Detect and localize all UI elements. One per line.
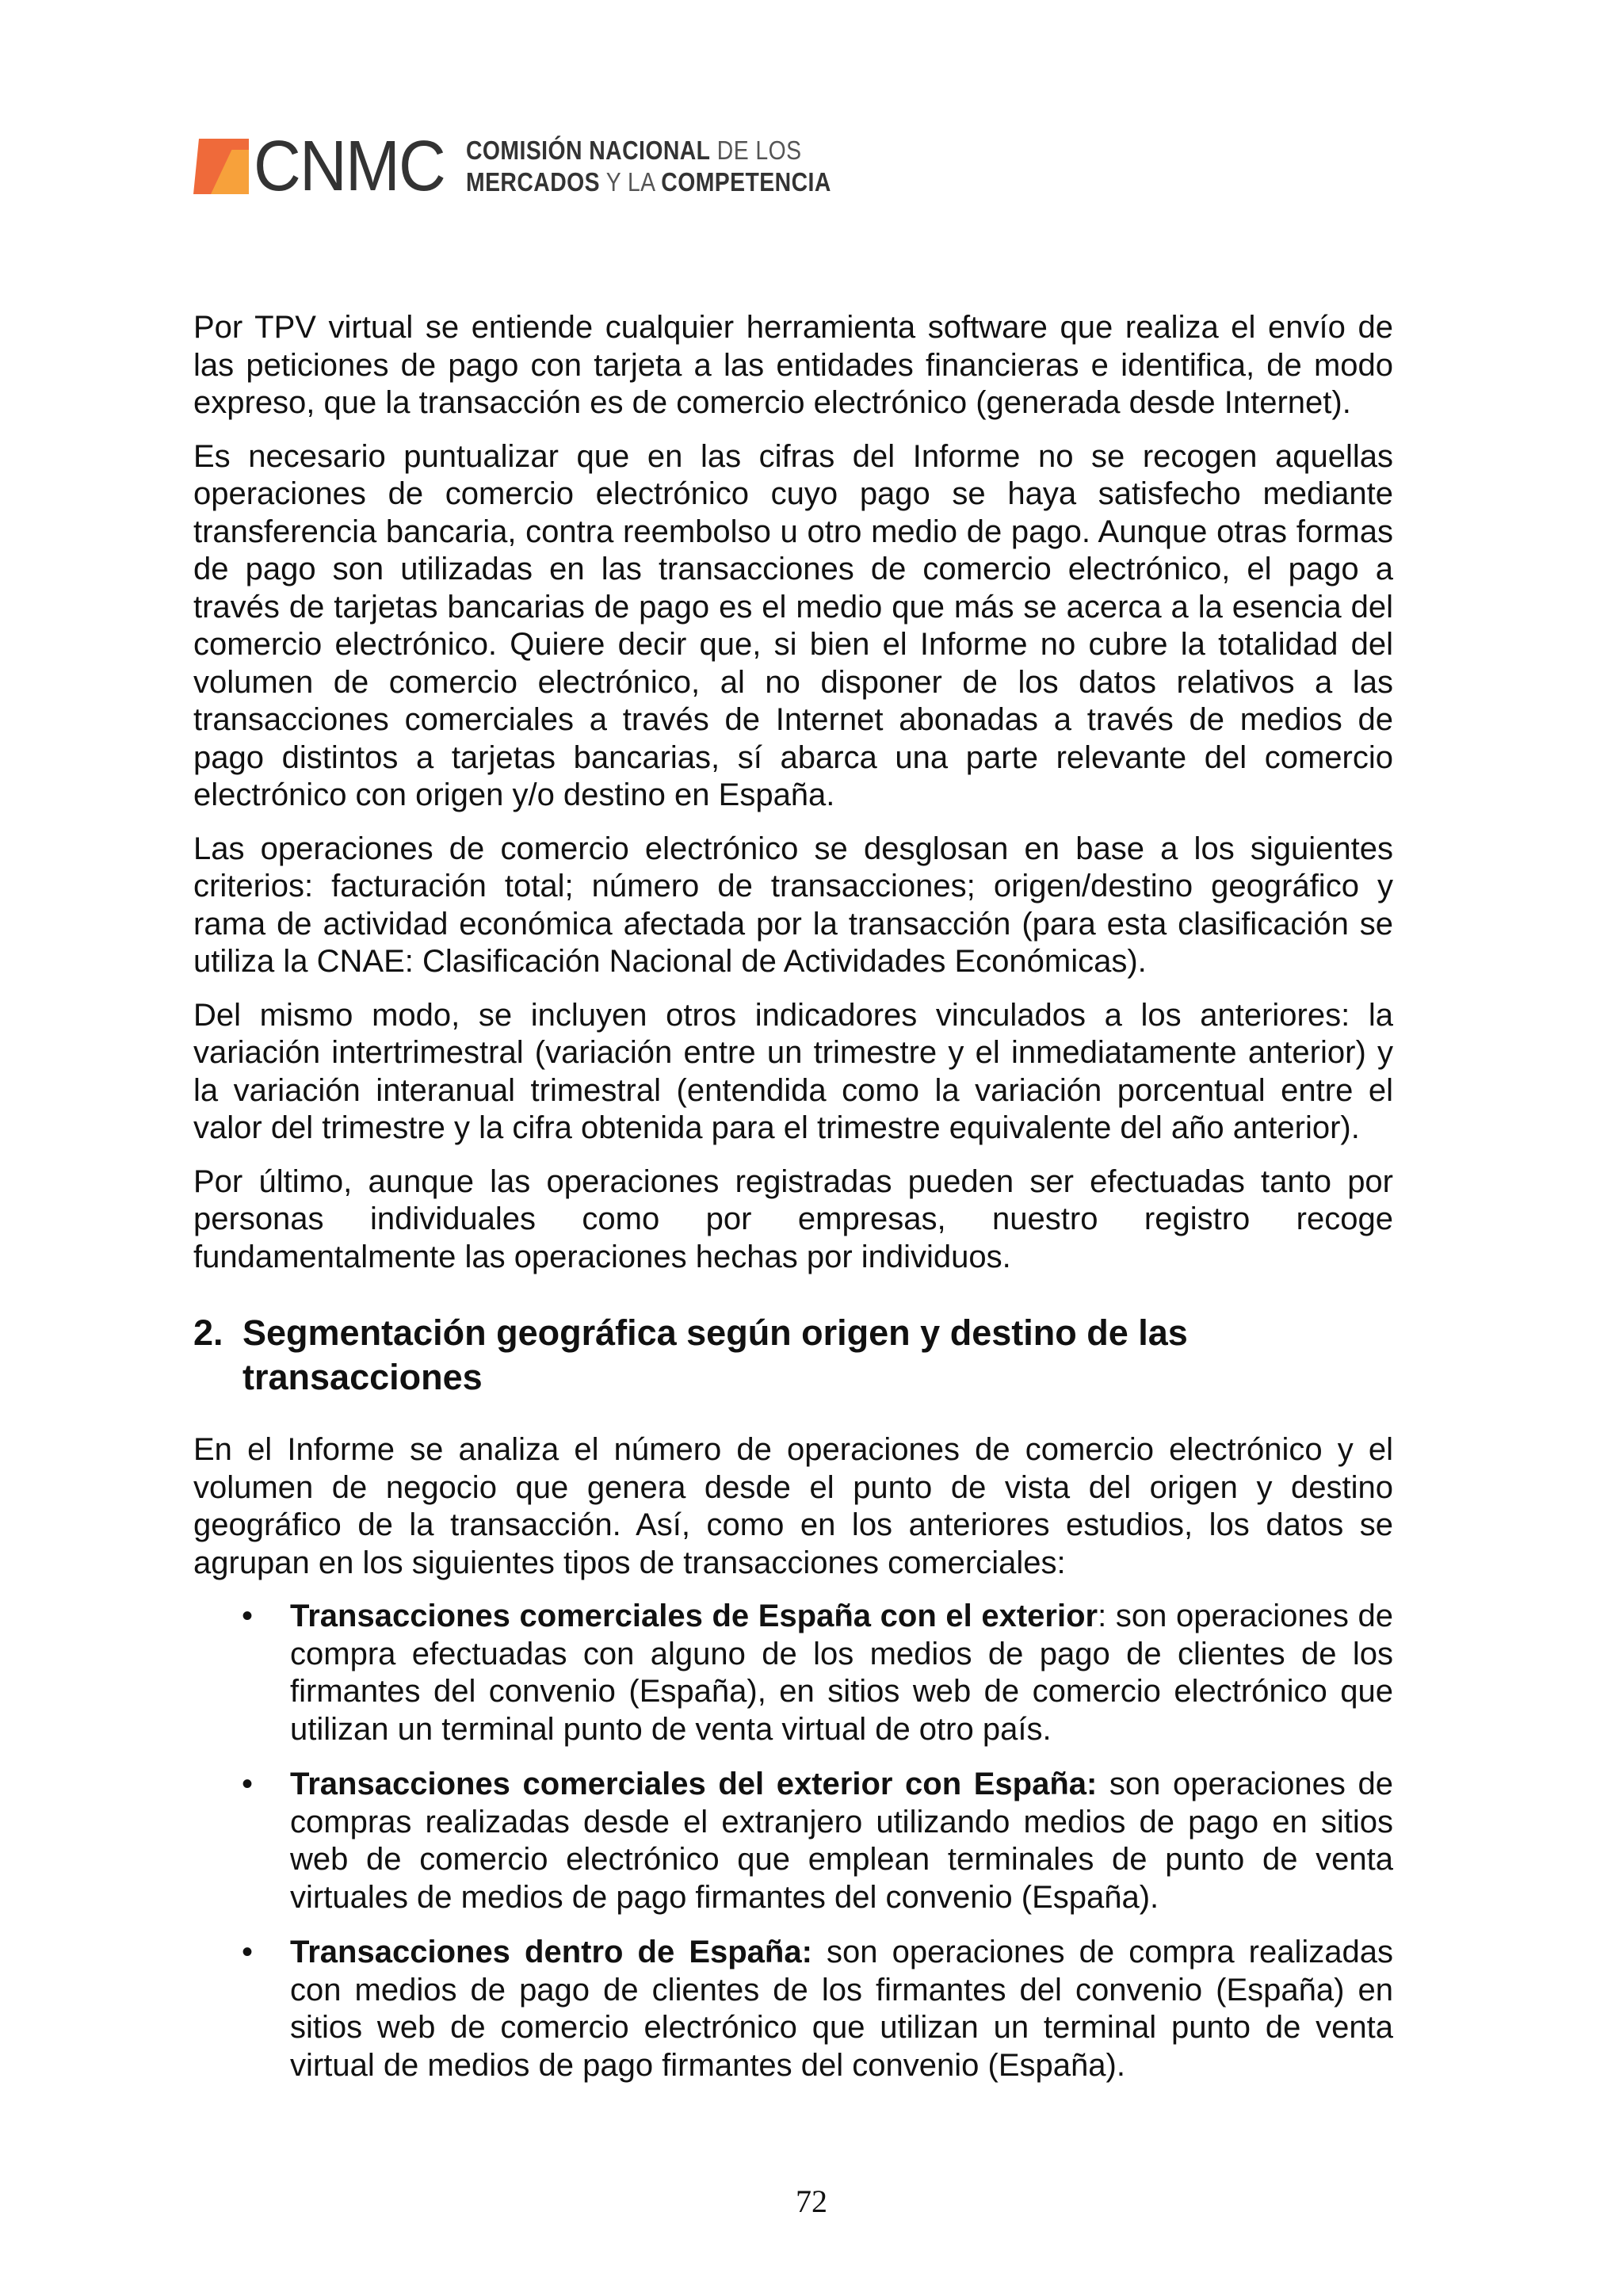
page-number: 72 — [796, 2183, 827, 2219]
list-item-definition: : son operaciones de compra efectuadas con alguno de los medios de pago de clientes de los firmantes del convenio (España), en sitios web de comercio electrónico que utilizan un terminal punto de venta virtual de otro país. — [290, 1599, 1393, 1747]
paragraph-scope-note: Es necesario puntualizar que en las cifras del Informe no se recogen aquellas operaciones de comercio electrónico cuyo pago se haya satisfecho mediante transferencia bancaria, contra reembolso u otro medio de pago. Aunque otras formas de pago son utilizadas en las transacciones de comercio electrónico, el pago a través de tarjetas bancarias de pago es el medio que más se acerca a la esencia del comercio electrónico. Quiere decir que, si bien el Informe no cubre la totalidad del volumen de comercio electrónico, al no disponer de los datos relativos a las transacciones comerciales a través de Internet abonadas a través de medios de pago distintos a tarjetas bancarias, sí abarca una parte relevante del comercio electrónico con origen y/o destino en España. — [193, 438, 1393, 812]
paragraph-criteria: Las operaciones de comercio electrónico se desglosan en base a los siguientes criterios: facturación total; número de transacciones; origen/destino geográfico y rama de actividad económica afectada por la transacción (para esta clasificación se utiliza la CNAE: Clasificación Nacional de Actividades Económicas). — [193, 831, 1393, 979]
list-item-term: Transacciones comerciales de España con el exterior — [290, 1599, 1098, 1633]
section-number: 2. — [193, 1312, 223, 1353]
logo-line1-bold: COMISIÓN NACIONAL — [465, 136, 711, 165]
paragraph-tpv-virtual: Por TPV virtual se entiende cualquier herramienta software que realiza el envío de las peticiones de pago con tarjeta a las entidades financieras e identifica, de modo expreso, que la transacción es de comercio electrónico (generada desde Internet). — [193, 310, 1393, 420]
logo-line1-light: DE LOS — [716, 136, 802, 165]
logo-organization-name — [466, 135, 831, 198]
list-item — [242, 1766, 1393, 1916]
paragraph-indicators: Del mismo modo, se incluyen otros indicadores vinculados a los anteriores: la variación intertrimestral (variación entre un trimestre y el inmediatamente anterior) y la variación interanual trimestral (entendida como la variación porcentual entre el valor del trimestre y la cifra obtenida para el trimestre equivalente del año anterior). — [193, 997, 1393, 1145]
list-item — [242, 1934, 1393, 2084]
page-body — [193, 309, 1393, 2102]
paragraph-individuals: Por último, aunque las operaciones registradas pueden ser efectuadas tanto por personas individuales como por empresas, nuestro registro recoge fundamentalmente las operaciones hechas por individuos. — [193, 1163, 1393, 1274]
cnmc-logo — [193, 127, 891, 206]
list-item — [242, 1598, 1393, 1748]
cnmc-logo-mark-icon — [193, 139, 250, 194]
logo-letters: CNMC — [254, 127, 445, 206]
bullet-icon: • — [242, 1599, 254, 1633]
list-item-definition: son operaciones de compras realizadas desde el extranjero utilizando medios de pago en sitios web de comercio electrónico que emplean terminales de punto de venta virtuales de medios de pago firmantes del convenio (España). — [290, 1767, 1393, 1915]
section-title: Segmentación geográfica según origen y destino de las transacciones — [242, 1312, 1188, 1397]
logo-line2-light: Y LA — [605, 167, 655, 197]
logo-line2-bold2: COMPETENCIA — [661, 167, 831, 197]
transaction-types-list — [193, 1598, 1393, 2084]
list-item-term: Transacciones dentro de España: — [290, 1935, 812, 1969]
section-heading — [193, 1311, 1393, 1400]
logo-line2-bold: MERCADOS — [465, 167, 600, 197]
list-item-definition: son operaciones de compra realizadas con medios de pago de clientes de los firmantes del convenio (España) en sitios web de comercio electrónico que utilizan un terminal punto de venta virtual de medios de pago firmantes del convenio (España). — [290, 1935, 1393, 2083]
section-intro-paragraph: En el Informe se analiza el número de operaciones de comercio electrónico y el volumen de negocio que genera desde el punto de vista del origen y destino geográfico de la transacción. Así, como en los anteriores estudios, los datos se agrupan en los siguientes tipos de transacciones comerciales: — [193, 1432, 1393, 1580]
list-item-term: Transacciones comerciales del exterior con España: — [290, 1767, 1098, 1801]
bullet-icon: • — [242, 1767, 254, 1801]
bullet-icon: • — [242, 1935, 254, 1969]
